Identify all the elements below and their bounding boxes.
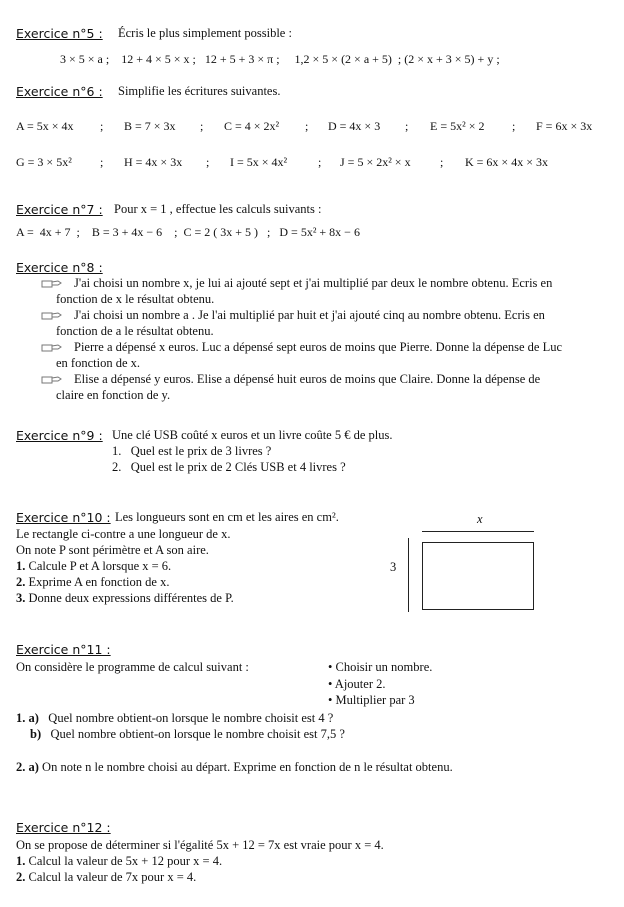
ex11-intro: On considère le programme de calcul suivant :: [16, 660, 249, 674]
hand-pointer-icon: [40, 374, 68, 386]
ex6-instruction: Simplifie les écritures suivantes.: [118, 84, 281, 98]
ex11-title: Exercice n°11 :: [16, 642, 111, 657]
ex6-expr-k: K = 6x × 4x × 3x: [465, 155, 548, 169]
ex5-title: Exercice n°5 :: [16, 26, 103, 41]
ex6-expr-h: H = 4x × 3x: [124, 155, 183, 169]
ex6-expr-f: F = 6x × 3x: [536, 119, 593, 133]
figure-dimension-line-3: [408, 538, 409, 612]
ex11-question-2: 2. a) On note n le nombre choisi au départ. Exprime en fonction de n le résultat obtenu.: [16, 760, 453, 774]
ex8-item-3-line2: en fonction de x.: [56, 355, 141, 370]
figure-label-x: x: [477, 512, 483, 526]
rectangle-figure: [422, 542, 534, 610]
ex8-title: Exercice n°8 :: [16, 260, 103, 275]
ex12-question-1: 1. Calcul la valeur de 5x + 12 pour x = 4.: [16, 854, 223, 868]
ex8-item-4: [16, 372, 612, 403]
ex10-question-1: 1. Calcule P et A lorsque x = 6.: [16, 559, 172, 573]
hand-pointer-icon: [40, 342, 68, 354]
ex10-line2: On note P sont périmètre et A son aire.: [16, 543, 209, 557]
ex6-expr-i: I = 5x × 4x²: [230, 155, 288, 169]
ex6-sep: ;: [405, 119, 409, 133]
hand-pointer-icon: [40, 278, 68, 290]
ex9-question-1: 1. Quel est le prix de 3 livres ?: [112, 444, 272, 458]
ex6-expr-j: J = 5 × 2x² × x: [340, 155, 411, 169]
ex6-sep: ;: [440, 155, 444, 169]
ex9-intro: Une clé USB coûté x euros et un livre coûte 5 € de plus.: [112, 428, 393, 442]
ex8-item-3: [16, 340, 612, 371]
figure-label-3: 3: [390, 560, 397, 574]
ex8-item-1-line1: J'ai choisi un nombre x, je lui ai ajouté sept et j'ai multiplié par deux le nombre obtenu. Ecris en: [74, 276, 553, 290]
ex8-item-1-line2: fonction de x le résultat obtenu.: [56, 291, 215, 306]
ex11-question-1a: 1. a) Quel nombre obtient-on lorsque le nombre choisit est 4 ?: [16, 711, 334, 725]
ex8-item-1: [16, 276, 612, 307]
ex6-sep: ;: [512, 119, 516, 133]
ex6-sep: ;: [100, 119, 104, 133]
ex7-calcs: A = 4x + 7 ; B = 3 + 4x − 6 ; C = 2 ( 3x + 5 ) ; D = 5x² + 8x − 6: [16, 225, 360, 239]
ex10-question-3: 3. Donne deux expressions différentes de P.: [16, 591, 234, 605]
ex10-line1: Le rectangle ci-contre a une longueur de x.: [16, 527, 231, 541]
ex12-title: Exercice n°12 :: [16, 820, 111, 835]
ex8-item-2-line2: fonction de a le résultat obtenu.: [56, 323, 214, 338]
ex11-step-2: • Ajouter 2.: [328, 677, 386, 691]
ex6-expr-a: A = 5x × 4x: [16, 119, 74, 133]
ex6-expr-d: D = 4x × 3: [328, 119, 381, 133]
ex12-question-2: 2. Calcul la valeur de 7x pour x = 4.: [16, 870, 197, 884]
figure-dimension-line-x: [422, 531, 534, 532]
ex10-intro: Les longueurs sont en cm et les aires en cm².: [115, 510, 339, 524]
ex10-question-2: 2. Exprime A en fonction de x.: [16, 575, 170, 589]
ex9-question-2: 2. Quel est le prix de 2 Clés USB et 4 livres ?: [112, 460, 346, 474]
ex6-expr-b: B = 7 × 3x: [124, 119, 176, 133]
hand-pointer-icon: [40, 310, 68, 322]
ex8-item-2: [16, 308, 612, 339]
ex8-item-4-line1: Elise a dépensé y euros. Elise a dépensé huit euros de moins que Claire. Donne la dépense de: [74, 372, 541, 386]
ex6-sep: ;: [200, 119, 204, 133]
ex6-expr-c: C = 4 × 2x²: [224, 119, 280, 133]
ex5-instruction: Écris le plus simplement possible :: [118, 26, 292, 40]
ex6-sep: ;: [100, 155, 104, 169]
ex6-title: Exercice n°6 :: [16, 84, 103, 99]
ex8-item-3-line1: Pierre a dépensé x euros. Luc a dépensé sept euros de moins que Pierre. Donne la dépense de Luc: [74, 340, 563, 354]
ex5-expressions: 3 × 5 × a ; 12 + 4 × 5 × x ; 12 + 5 + 3 × π ; 1,2 × 5 × (2 × a + 5) ; (2 × x + 3 × 5) + y ;: [60, 52, 500, 66]
ex7-instruction: Pour x = 1 , effectue les calculs suivants :: [114, 202, 322, 216]
ex9-title: Exercice n°9 :: [16, 428, 103, 443]
ex10-title: Exercice n°10 :: [16, 510, 111, 525]
ex11-step-3: • Multiplier par 3: [328, 693, 415, 707]
ex7-title: Exercice n°7 :: [16, 202, 103, 217]
ex6-expr-e: E = 5x² × 2: [430, 119, 485, 133]
ex6-sep: ;: [305, 119, 309, 133]
ex6-sep: ;: [318, 155, 322, 169]
ex8-item-2-line1: J'ai choisi un nombre a . Je l'ai multiplié par huit et j'ai ajouté cinq au nombre obtenu. Ecris en: [74, 308, 545, 322]
ex6-sep: ;: [206, 155, 210, 169]
ex8-item-4-line2: claire en fonction de y.: [56, 387, 171, 402]
ex11-question-1b: b) Quel nombre obtient-on lorsque le nombre choisit est 7,5 ?: [30, 727, 345, 741]
ex6-expr-g: G = 3 × 5x²: [16, 155, 72, 169]
ex12-intro: On se propose de déterminer si l'égalité 5x + 12 = 7x est vraie pour x = 4.: [16, 838, 384, 852]
ex11-step-1: • Choisir un nombre.: [328, 660, 433, 674]
